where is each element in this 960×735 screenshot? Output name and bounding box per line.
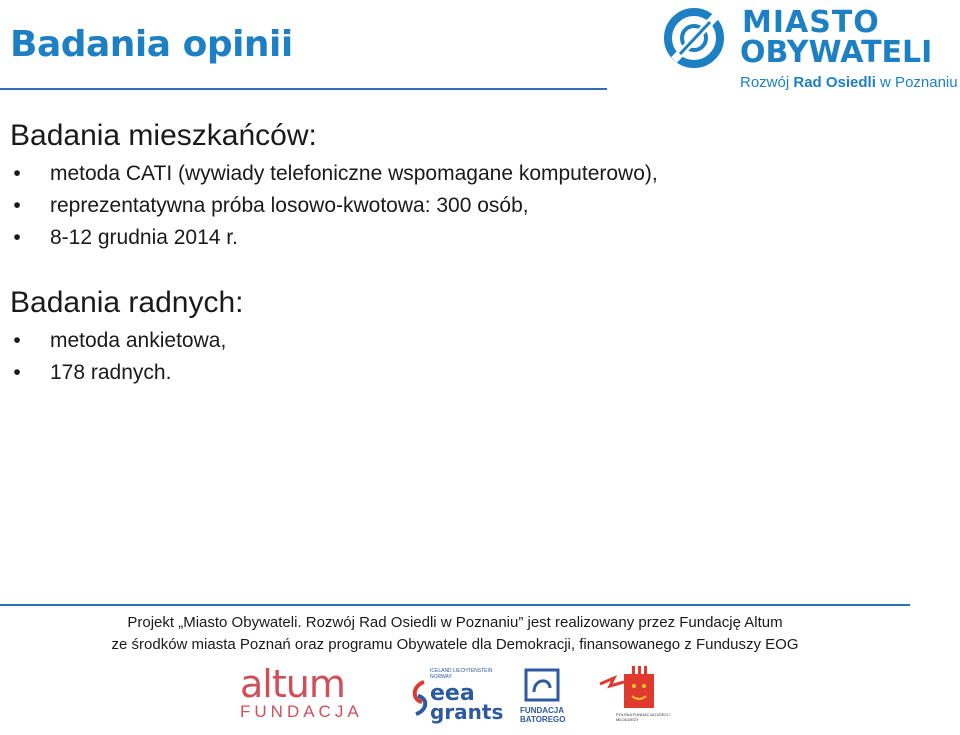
tagline-pre: Rozwój	[740, 74, 794, 91]
section-heading: Badania mieszkańców:	[10, 119, 317, 152]
list-item-text: 178 radnych.	[50, 361, 172, 384]
eea-countries: ICELAND LIECHTENSTEIN NORWAY	[430, 668, 493, 680]
bullet-dot-icon: •	[13, 361, 21, 384]
list-item	[10, 357, 244, 389]
footer-divider	[0, 604, 910, 606]
sponsor-logos	[240, 660, 680, 730]
altum-logo	[240, 662, 363, 725]
list-item	[10, 190, 658, 222]
bullet-list	[10, 325, 244, 389]
list-item-text: reprezentatywna próba losowo-kwotowa: 300 osób,	[50, 194, 529, 217]
footer-credits	[0, 612, 910, 656]
list-item	[10, 325, 244, 357]
eea-grants-logo	[410, 668, 504, 726]
list-item-text: 8-12 grudnia 2014 r.	[50, 226, 238, 249]
bullet-dot-icon: •	[13, 162, 21, 185]
list-item	[10, 222, 658, 254]
list-item-text: metoda CATI (wywiady telefoniczne wspomagane komputerowo),	[50, 162, 658, 185]
tagline-bold: Rad Osiedli	[793, 74, 876, 91]
bullet-list	[10, 158, 658, 254]
logo-tagline	[740, 74, 958, 91]
pafw-flag-icon	[598, 664, 678, 712]
bullet-dot-icon: •	[13, 194, 21, 217]
batory-logo	[520, 668, 580, 726]
section-councillors	[10, 285, 244, 389]
page-title: Badania opinii	[10, 24, 293, 65]
section-heading: Badania radnych:	[10, 286, 244, 319]
batory-label: FUNDACJA BATOREGO	[520, 706, 566, 724]
eea-swirl-icon	[410, 678, 430, 718]
miasto-obywateli-logo	[662, 4, 958, 94]
list-item	[10, 158, 658, 190]
logo-brand-bottom: OBYWATELI	[740, 35, 933, 70]
footer-line-1: Projekt „Miasto Obywateli. Rozwój Rad Osiedli w Poznaniu” jest realizowany przez Fundację Altum	[127, 614, 783, 631]
title-divider	[0, 88, 607, 90]
batory-mark-icon	[524, 668, 560, 702]
logo-brand-top: MIASTO	[742, 5, 880, 40]
tagline-post: w Poznaniu	[875, 74, 958, 91]
list-item-text: metoda ankietowa,	[50, 329, 227, 352]
grants-wordmark: grants	[430, 700, 504, 724]
bullet-dot-icon: •	[13, 329, 21, 352]
altum-subtitle: FUNDACJA	[240, 702, 363, 721]
bullet-dot-icon: •	[13, 226, 21, 249]
ring-slash-icon	[662, 4, 732, 74]
pafw-label: POLSKA FUNDACJA DZIECI I MŁODZIEŻY	[616, 712, 671, 722]
footer-line-2: ze środków miasta Poznań oraz programu Obywatele dla Demokracji, finansowanego z Funduszy EOG	[111, 636, 799, 653]
altum-wordmark: altum	[240, 662, 345, 706]
pafw-logo	[598, 664, 678, 726]
section-residents	[10, 118, 658, 254]
eea-wordmark: eea	[430, 681, 475, 706]
